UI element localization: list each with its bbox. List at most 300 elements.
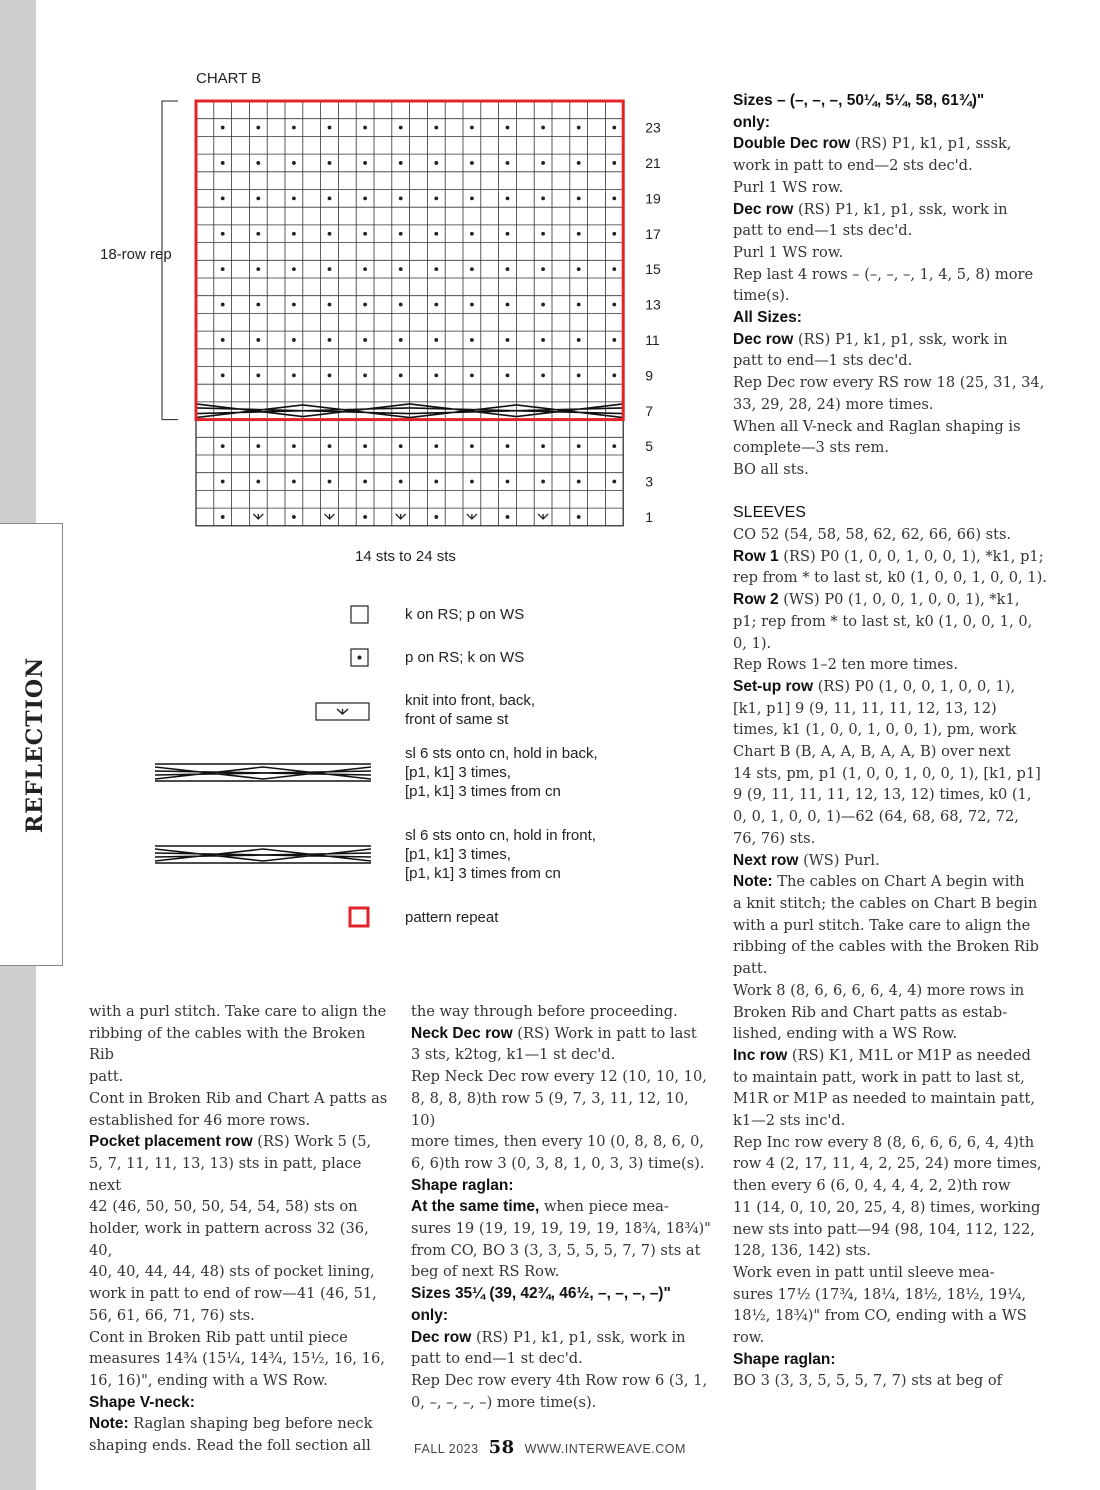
- text-line: [411, 1370, 716, 1392]
- body-text: BO all sts.: [733, 460, 809, 478]
- row-number: 7: [645, 402, 653, 419]
- body-text: when piece mea-: [539, 1198, 669, 1216]
- text-line: [733, 589, 1053, 611]
- purl-dot: [328, 338, 332, 342]
- body-text: work in patt to end of row—41 (46, 51,: [89, 1285, 377, 1303]
- dot-square-icon: [350, 648, 370, 668]
- body-text: 5, 7, 11, 11, 13, 13) sts in patt, place next: [89, 1154, 362, 1194]
- text-line: [733, 199, 1053, 221]
- body-text: (RS) P0 (1, 0, 0, 1, 0, 0, 1), *k1, p1;: [778, 547, 1044, 565]
- purl-dot: [221, 196, 225, 200]
- key-kfbf-line-2: front of same st: [405, 711, 509, 728]
- body-text: 76, 76) sts.: [733, 829, 816, 847]
- body-text: measures 14¾ (15¼, 14¾, 15½, 16, 16,: [89, 1350, 385, 1368]
- text-line: [733, 459, 1053, 481]
- purl-dot: [328, 267, 332, 271]
- body-text: (RS) P1, k1, p1, sssk,: [850, 135, 1012, 153]
- text-line: [733, 1197, 1053, 1219]
- row-number: 15: [645, 261, 661, 278]
- body-text: (RS) Work 5 (5,: [252, 1133, 372, 1151]
- body-text: (RS) P0 (1, 0, 0, 1, 0, 0, 1),: [813, 677, 1016, 695]
- purl-dot: [577, 196, 581, 200]
- text-column-middle: [411, 1001, 716, 1413]
- key-purl-text: p on RS; k on WS: [405, 649, 525, 666]
- knitting-chart: [150, 95, 690, 535]
- text-line: [733, 893, 1053, 915]
- text-line: [733, 698, 1053, 720]
- body-text: Rep last 4 rows – (–, –, –, 1, 4, 5, 8) more: [733, 265, 1034, 283]
- body-text: 0, 1).: [733, 634, 772, 652]
- text-line: [733, 763, 1053, 785]
- text-line: [411, 1088, 716, 1131]
- text-line: [411, 1261, 716, 1283]
- row-number: 19: [645, 190, 661, 207]
- purl-dot: [292, 267, 296, 271]
- purl-dot: [541, 161, 545, 165]
- text-line: [733, 112, 1053, 134]
- bold-label: Shape raglan:: [411, 1176, 514, 1194]
- purl-dot: [506, 303, 510, 307]
- purl-dot: [612, 196, 616, 200]
- body-text: Work 8 (8, 6, 6, 6, 6, 4, 4) more rows in: [733, 981, 1025, 999]
- purl-dot: [612, 338, 616, 342]
- purl-dot: [256, 161, 260, 165]
- text-line: [733, 1175, 1053, 1197]
- body-text: Purl 1 WS row.: [733, 243, 844, 261]
- text-line: [411, 1044, 716, 1066]
- text-line: [733, 915, 1053, 937]
- purl-dot: [434, 267, 438, 271]
- body-text: 3 sts, k2tog, k1—1 st dec'd.: [411, 1046, 616, 1064]
- row-number: 17: [645, 225, 661, 242]
- purl-dot: [541, 444, 545, 448]
- purl-dot: [221, 373, 225, 377]
- body-text: beg of next RS Row.: [411, 1263, 560, 1281]
- purl-dot: [506, 196, 510, 200]
- purl-dot: [399, 480, 403, 484]
- purl-dot: [363, 196, 367, 200]
- repeat-bracket: [162, 101, 178, 420]
- text-line: [89, 1218, 394, 1261]
- text-line: [733, 828, 1053, 850]
- text-line: [733, 1305, 1053, 1327]
- bold-label: Row 2: [733, 591, 779, 609]
- purl-dot: [470, 232, 474, 236]
- purl-dot: [434, 515, 438, 519]
- purl-dot: [292, 444, 296, 448]
- purl-dot: [363, 126, 367, 130]
- text-line: [411, 1305, 716, 1327]
- purl-dot: [506, 267, 510, 271]
- chart-width-label: 14 sts to 24 sts: [355, 548, 456, 565]
- text-line: [733, 1284, 1053, 1306]
- bold-label: Set-up row: [733, 677, 814, 695]
- purl-dot: [470, 126, 474, 130]
- key-kfbf-line-1: knit into front, back,: [405, 692, 536, 709]
- key-knit-text: k on RS; p on WS: [405, 606, 525, 623]
- purl-dot: [399, 303, 403, 307]
- row-number: 3: [645, 473, 653, 490]
- purl-dot: [434, 161, 438, 165]
- purl-dot: [363, 373, 367, 377]
- key-repeat-text: pattern repeat: [405, 909, 499, 926]
- purl-dot: [541, 196, 545, 200]
- row-number: 9: [645, 367, 653, 384]
- row-number: 1: [645, 508, 653, 525]
- purl-dot: [577, 126, 581, 130]
- purl-dot: [541, 338, 545, 342]
- body-text: Rep Rows 1–2 ten more times.: [733, 656, 959, 674]
- purl-dot: [399, 444, 403, 448]
- text-line: [733, 654, 1053, 676]
- purl-dot: [577, 338, 581, 342]
- text-line: [733, 285, 1053, 307]
- purl-dot: [612, 373, 616, 377]
- text-line: [89, 1131, 394, 1153]
- purl-dot: [470, 373, 474, 377]
- text-line: [733, 936, 1053, 958]
- text-line: [733, 242, 1053, 264]
- key-cable-back-line-3: [p1, k1] 3 times from cn: [405, 783, 561, 800]
- purl-dot: [612, 232, 616, 236]
- purl-dot: [612, 303, 616, 307]
- body-text: 8, 8, 8, 8)th row 5 (9, 7, 3, 11, 12, 10, 10): [411, 1089, 689, 1129]
- body-text: [k1, p1] 9 (9, 11, 11, 11, 12, 13, 12): [733, 699, 997, 717]
- purl-dot: [363, 232, 367, 236]
- purl-dot: [577, 232, 581, 236]
- text-line: [411, 1327, 716, 1349]
- body-text: 0, 0, 1, 0, 0, 1)—62 (64, 68, 68, 72, 72,: [733, 808, 1019, 826]
- purl-dot: [221, 480, 225, 484]
- body-text: holder, work in pattern across 32 (36, 40,: [89, 1220, 369, 1259]
- bold-label: Shape raglan:: [733, 1350, 836, 1368]
- purl-dot: [577, 480, 581, 484]
- text-line: [411, 1196, 716, 1218]
- key-cable-front-text: [405, 826, 596, 883]
- purl-dot: [363, 303, 367, 307]
- key-cable-front-line-3: [p1, k1] 3 times from cn: [405, 865, 561, 882]
- key-cable-back-text: [405, 744, 598, 801]
- body-text: then every 6 (6, 0, 4, 4, 4, 2, 2)th row: [733, 1177, 1011, 1195]
- text-line: [89, 1088, 394, 1110]
- body-text: 11 (14, 0, 10, 20, 25, 4, 8) times, working: [733, 1198, 1041, 1216]
- issue-label: FALL 2023: [414, 1442, 479, 1456]
- kfbf-icon: [315, 702, 371, 722]
- bold-label: Neck Dec row: [411, 1024, 513, 1042]
- text-line: [89, 1066, 394, 1088]
- purl-dot: [256, 267, 260, 271]
- purl-dot: [541, 267, 545, 271]
- purl-dot: [256, 444, 260, 448]
- text-line: [89, 1283, 394, 1305]
- text-line: [733, 546, 1053, 568]
- text-line: [733, 1327, 1053, 1349]
- purl-dot: [292, 126, 296, 130]
- section-heading: SLEEVES: [733, 504, 806, 522]
- purl-dot: [506, 373, 510, 377]
- purl-dot: [292, 303, 296, 307]
- text-line: [733, 1067, 1053, 1089]
- text-line: [733, 155, 1053, 177]
- purl-dot: [470, 303, 474, 307]
- body-text: Rep Dec row every 4th Row row 6 (3, 1,: [411, 1371, 708, 1389]
- body-text: patt.: [733, 960, 768, 978]
- bold-label: Pocket placement row: [89, 1133, 253, 1151]
- text-line: [733, 416, 1053, 438]
- body-text: Purl 1 WS row.: [733, 178, 844, 196]
- purl-dot: [328, 480, 332, 484]
- purl-dot: [434, 196, 438, 200]
- purl-dot: [612, 126, 616, 130]
- body-text: to maintain patt, work in patt to last st,: [733, 1068, 1025, 1086]
- purl-dot: [399, 267, 403, 271]
- body-text: row 4 (2, 17, 11, 4, 2, 25, 24) more times,: [733, 1155, 1042, 1173]
- text-line: [733, 329, 1053, 351]
- section-label: REFLECTION: [22, 656, 48, 834]
- text-line: [733, 784, 1053, 806]
- text-line: [733, 741, 1053, 763]
- text-line: [733, 871, 1053, 893]
- text-line: [89, 1196, 394, 1218]
- purl-dot: [506, 480, 510, 484]
- purl-dot: [363, 444, 367, 448]
- purl-dot: [612, 480, 616, 484]
- body-text: The cables on Chart A begin with: [772, 873, 1025, 891]
- body-text: 6, 6)th row 3 (0, 3, 8, 1, 0, 3, 3) time(s).: [411, 1154, 705, 1172]
- text-line: [411, 1066, 716, 1088]
- body-text: rep from * to last st, k0 (1, 0, 0, 1, 0, 0, 1).: [733, 569, 1047, 587]
- row-number: 11: [645, 331, 660, 348]
- body-text: Work even in patt until sleeve mea-: [733, 1263, 995, 1281]
- text-line: [733, 307, 1053, 329]
- text-column-right: [733, 90, 1053, 1392]
- bold-label: Sizes – (–, –, –, 50¼, 5¼, 58, 61¾)": [733, 92, 985, 109]
- purl-dot: [221, 444, 225, 448]
- text-line: [733, 437, 1053, 459]
- purl-dot: [221, 338, 225, 342]
- text-line: [733, 1240, 1053, 1262]
- text-line: [733, 850, 1053, 872]
- text-line: [89, 1023, 394, 1066]
- text-line: [411, 1283, 716, 1305]
- body-text: from CO, BO 3 (3, 3, 5, 5, 5, 7, 7) sts at: [411, 1241, 701, 1259]
- purl-dot: [399, 161, 403, 165]
- purl-dot: [434, 338, 438, 342]
- bold-label: Row 1: [733, 547, 779, 565]
- text-line: [733, 719, 1053, 741]
- cable-key-mark: [155, 764, 371, 781]
- purl-dot: [470, 480, 474, 484]
- purl-dot: [434, 303, 438, 307]
- body-text: ribbing of the cables with the Broken Rib: [733, 938, 1039, 956]
- purl-dot: [506, 232, 510, 236]
- text-line: [411, 1392, 716, 1414]
- body-text: more times, then every 10 (0, 8, 8, 6, 0,: [411, 1133, 705, 1151]
- purl-dot: [292, 196, 296, 200]
- body-text: CO 52 (54, 58, 58, 62, 62, 66, 66) sts.: [733, 526, 1012, 544]
- bold-label: Double Dec row: [733, 135, 851, 153]
- purl-dot: [363, 515, 367, 519]
- purl-dot: [434, 444, 438, 448]
- text-line: [89, 1110, 394, 1132]
- purl-dot: [506, 126, 510, 130]
- purl-dot: [292, 338, 296, 342]
- purl-dot: [506, 161, 510, 165]
- body-text: with a purl stitch. Take care to align the: [89, 1003, 387, 1020]
- body-text: Broken Rib and Chart patts as estab-: [733, 1003, 1008, 1021]
- purl-dot: [506, 515, 510, 519]
- purl-dot: [221, 232, 225, 236]
- text-line: [89, 1327, 394, 1349]
- text-line: [733, 264, 1053, 286]
- body-text: 14 sts, pm, p1 (1, 0, 0, 1, 0, 0, 1), [k1, p1]: [733, 764, 1041, 782]
- body-text: BO 3 (3, 3, 5, 5, 5, 7, 7) sts at beg of: [733, 1372, 1003, 1390]
- text-column-left: [89, 1001, 394, 1457]
- purl-dot: [541, 480, 545, 484]
- body-text: M1R or M1P as needed to maintain patt,: [733, 1090, 1035, 1108]
- text-line: [89, 1348, 394, 1370]
- purl-dot: [256, 232, 260, 236]
- purl-dot: [470, 338, 474, 342]
- bold-label: Dec row: [411, 1328, 472, 1346]
- body-text: (RS) Work in patt to last: [512, 1024, 697, 1042]
- purl-dot: [292, 515, 296, 519]
- body-text: Cont in Broken Rib and Chart A patts as: [89, 1089, 388, 1107]
- purl-dot: [328, 196, 332, 200]
- purl-dot: [577, 267, 581, 271]
- body-text: patt to end—1 sts dec'd.: [733, 352, 913, 370]
- purl-dot: [541, 126, 545, 130]
- text-line: [733, 806, 1053, 828]
- text-line: [733, 676, 1053, 698]
- text-line: [733, 394, 1053, 416]
- purl-dot: [256, 196, 260, 200]
- text-line: [733, 1002, 1053, 1024]
- page-number: 58: [488, 1437, 515, 1458]
- purl-dot: [256, 373, 260, 377]
- text-line: [733, 1370, 1053, 1392]
- purl-dot: [577, 515, 581, 519]
- purl-dot: [577, 161, 581, 165]
- text-line: [733, 524, 1053, 546]
- text-line: [89, 1261, 394, 1283]
- purl-dot: [256, 126, 260, 130]
- body-text: patt to end—1 st dec'd.: [411, 1350, 583, 1368]
- bold-label: Next row: [733, 851, 799, 869]
- cable-key-mark: [155, 846, 371, 863]
- empty-square-icon: [350, 605, 370, 625]
- purl-dot: [256, 338, 260, 342]
- body-text: time(s).: [733, 287, 790, 305]
- purl-dot: [434, 480, 438, 484]
- purl-dot: [292, 161, 296, 165]
- body-text: the way through before proceeding.: [411, 1003, 678, 1020]
- purl-dot: [541, 373, 545, 377]
- purl-dot: [363, 161, 367, 165]
- purl-dot: [221, 267, 225, 271]
- text-line: [733, 220, 1053, 242]
- body-text: sures 19 (19, 19, 19, 19, 19, 18¾, 18¾)": [411, 1220, 711, 1238]
- text-line: [733, 958, 1053, 980]
- text-line: [411, 1131, 716, 1153]
- cable-front-icon: [155, 845, 371, 865]
- purl-dot: [221, 303, 225, 307]
- text-line: [733, 1045, 1053, 1067]
- purl-dot: [612, 444, 616, 448]
- body-text: row.: [733, 1329, 765, 1347]
- body-text: Cont in Broken Rib patt until piece: [89, 1328, 348, 1346]
- text-line: [733, 1219, 1053, 1241]
- text-line: [733, 90, 1053, 112]
- purl-dot: [577, 444, 581, 448]
- text-line: [733, 1262, 1053, 1284]
- row-number: 13: [645, 296, 661, 313]
- purl-dot: [541, 303, 545, 307]
- text-line: [411, 1218, 716, 1240]
- purl-dot: [399, 196, 403, 200]
- text-line: [733, 350, 1053, 372]
- purl-dot: [434, 126, 438, 130]
- text-line: [733, 1349, 1053, 1371]
- body-text: k1—2 sts inc'd.: [733, 1112, 846, 1130]
- body-text: 33, 29, 28, 24) more times.: [733, 395, 934, 413]
- key-cable-front-line-2: [p1, k1] 3 times,: [405, 846, 511, 863]
- purl-dot: [221, 515, 225, 519]
- body-text: 0, –, –, –, –) more time(s).: [411, 1393, 597, 1411]
- text-line: [89, 1305, 394, 1327]
- bold-label: only:: [411, 1306, 449, 1324]
- text-line: [89, 1413, 394, 1435]
- body-text: times, k1 (1, 0, 0, 1, 0, 0, 1), pm, work: [733, 721, 1017, 739]
- purl-dot: [470, 267, 474, 271]
- purl-dot: [328, 161, 332, 165]
- text-line: [89, 1370, 394, 1392]
- text-line: [89, 1153, 394, 1196]
- body-text: established for 46 more rows.: [89, 1111, 311, 1129]
- body-text: new sts into patt—94 (98, 104, 112, 122,: [733, 1220, 1035, 1238]
- body-text: patt to end—1 sts dec'd.: [733, 222, 913, 240]
- purl-dot: [328, 444, 332, 448]
- text-line: [89, 1001, 394, 1023]
- body-text: 40, 40, 44, 44, 48) sts of pocket lining,: [89, 1263, 375, 1281]
- purl-dot: [256, 480, 260, 484]
- purl-dot: [434, 373, 438, 377]
- purl-dot: [612, 267, 616, 271]
- bold-label: Dec row: [733, 330, 794, 348]
- text-line: [411, 1348, 716, 1370]
- text-line: [733, 1153, 1053, 1175]
- body-text: complete—3 sts rem.: [733, 439, 890, 457]
- bold-label: Dec row: [733, 200, 794, 218]
- text-line: [733, 633, 1053, 655]
- purl-dot: [434, 232, 438, 236]
- body-text: (WS) P0 (1, 0, 0, 1, 0, 0, 1), *k1,: [778, 591, 1020, 609]
- body-text: 9 (9, 11, 11, 11, 12, 13, 12) times, k0 (1,: [733, 786, 1032, 804]
- row-number: 5: [645, 438, 653, 455]
- key-cable-back-line-2: [p1, k1] 3 times,: [405, 764, 511, 781]
- bold-label: Note:: [89, 1415, 129, 1433]
- body-text: patt.: [89, 1068, 124, 1086]
- text-line: [89, 1392, 394, 1414]
- text-line: [733, 980, 1053, 1002]
- bold-label: At the same time,: [411, 1198, 540, 1216]
- bold-label: only:: [733, 113, 771, 131]
- purl-dot: [541, 232, 545, 236]
- body-text: When all V-neck and Raglan shaping is: [733, 417, 1021, 435]
- chart-title: CHART B: [196, 70, 262, 87]
- bold-label: Shape V-neck:: [89, 1393, 195, 1411]
- purl-dot: [328, 303, 332, 307]
